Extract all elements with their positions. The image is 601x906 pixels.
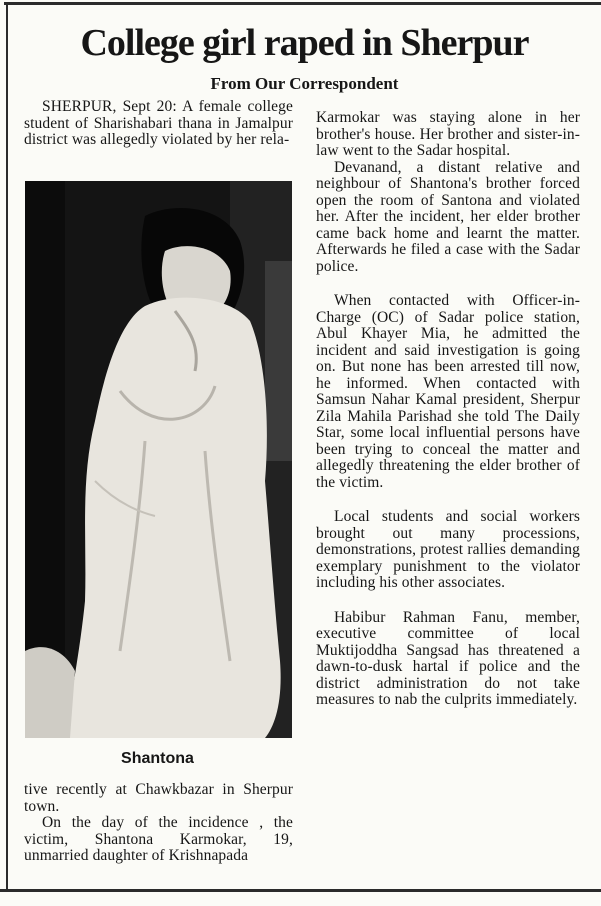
lead-paragraph: SHERPUR, Sept 20: A female college student of Sharishabari thana in Jamalpur district was allegedly violated by her rela- <box>24 98 293 148</box>
bottom-rule <box>0 889 601 892</box>
paragraph-2-continued: Karmokar was staying alone in her brother's house. Her brother and sister-in-law went to the Sadar hospital. <box>316 109 580 159</box>
paragraph-5: Local students and social workers brought out many processions, demonstrations, protest rallies demanding exemplary punishment to the violator including his other associates. <box>316 508 580 591</box>
column-1-top <box>24 99 293 149</box>
paragraph-4: When contacted with Officer-in-Charge (OC) of Sadar police station, Abul Khayer Mia, he admitted the incident and said investigation is going on. But none has been arrested till now, he informed. When contacted with Samsun Nahar Kamal president, Sherpur Zila Mahila Parishad she told The Daily Star, some local influential persons have been trying to conceal the matter and allegedly threatening the elder brother of the victim. <box>316 292 580 491</box>
paragraph-6: Habibur Rahman Fanu, member, executive committee of local Muktijoddha Sangsad has threatened a dawn-to-dusk hartal if police and the district administration do not take measures to nab the culprits immediately. <box>316 608 580 708</box>
top-rule <box>4 2 601 5</box>
paragraph-2: On the day of the incidence , the victim, Shantona Karmokar, 19, unmarried daughter of Krishnapada <box>24 814 293 864</box>
photo-illustration <box>25 181 292 738</box>
left-rule <box>6 2 8 892</box>
column-1-bottom <box>24 782 293 865</box>
headline: College girl raped in Sherpur <box>80 22 529 64</box>
lead-continued: tive recently at Chawkbazar in Sherpur town. <box>24 781 293 815</box>
photo-caption: Shantona <box>121 750 194 767</box>
victim-photo <box>25 181 292 738</box>
paragraph-3: Devanand, a distant relative and neighbour of Shantona's brother forced open the room of Santona and violated her. After the incident, her elder brother came back home and learnt the matter. Afterwards he filed a case with the Sadar police. <box>316 158 580 275</box>
byline: From Our Correspondent <box>210 74 399 93</box>
column-2 <box>316 110 580 709</box>
